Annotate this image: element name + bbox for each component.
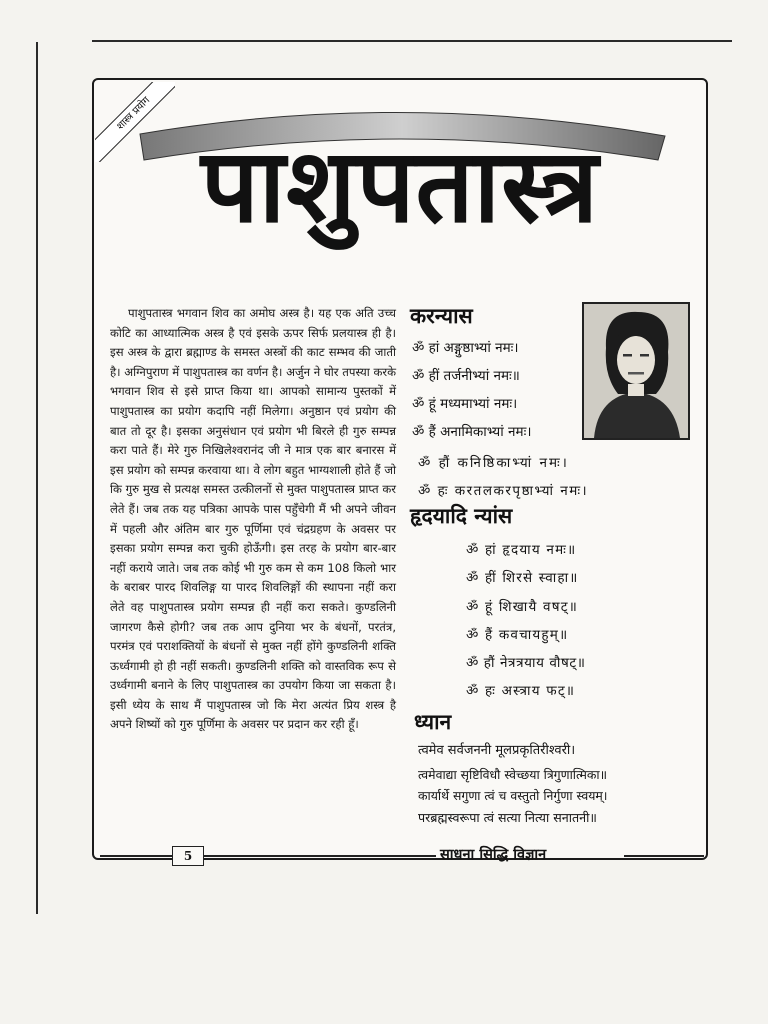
portrait-image	[584, 304, 688, 438]
dhyan-line: त्वमेव सर्वजननी मूलप्रकृतिरीश्वरी।	[418, 743, 576, 758]
page-number: 5	[172, 846, 204, 866]
footer-rule-right	[624, 855, 704, 857]
corner-tag-label: शास्त्र प्रयोग	[95, 82, 175, 162]
hridayadi-line: ॐ हः अस्त्राय फट्॥	[466, 683, 576, 699]
karanyas-line: ॐ हां अङ्गुष्ठाभ्यां नमः।	[412, 340, 519, 356]
hridayadi-line: ॐ हां हृदयाय नमः॥	[466, 542, 577, 558]
dhyan-line: कार्यार्थे सगुणा त्वं च वस्तुतो निर्गुणा स्वयम्।	[418, 788, 608, 803]
karanyas-line: ॐ हीं तर्जनीभ्यां नमः॥	[412, 368, 520, 384]
dhyan-heading: ध्यान	[414, 710, 452, 734]
karanyas-line: ॐ हः करतलकरपृष्ठाभ्यां नमः।	[418, 483, 589, 499]
karanyas-heading: करन्यास	[410, 304, 473, 328]
dhyan-line: त्वमेवाद्या सृष्टिविधौ स्वेच्छया त्रिगुणात्मिका॥	[418, 767, 608, 782]
magazine-name: साधना सिद्धि विज्ञान	[440, 847, 547, 863]
body-paragraph: पाशुपतास्त्र भगवान शिव का अमोघ अस्त्र है। यह एक अति उच्च कोटि का आध्यात्मिक अस्त्र है एवं इसके ऊपर सिर्फ प्रलयास्त्र ही है। इस अस्त्र के द्वारा ब्रह्माण्ड के समस्त अस्त्रों की काट सम्भव की जाती है। अग्निपुराण में पाशुपतास्त्र का वर्णन है। अर्जुन ने घोर तपस्या करके भगवान शिव से इसे प्राप्त किया था। आपको सामान्य पुस्तकों में पाशुपतास्त्र का प्रयोग कदापि नहीं मिलेगा। अनुष्ठान एवं प्रयोग की बात तो दूर है। इसका अनुसंधान एवं प्रयोग भी बिरले ही गुरु सम्पन्न करा पाते हैं। मेरे गुरु निखिलेश्वरानंद जी ने मात्र एक बार बनारस में इस प्रयोग को सम्पन्न करवाया था। वे लोग बहुत भाग्यशाली होते हैं जो कि गुरु मुख से प्रत्यक्ष समस्त उत्कीलनों से मुक्त पाशुपतास्त्र प्राप्त कर लेते हैं। जब तक यह पत्रिका आपके पास पहुँचेगी मैं भी अपने जीवन में पहली और अंतिम बार गुरु पूर्णिमा एवं चंद्रग्रहण के अवसर पर इसका प्रयोग सम्पन्न करा चुकी होऊँगी। इस तरह के प्रयोग बार-बार नहीं कराये जाते। जब तक कोई भी गुरु कम से कम 108 किलो भार के बराबर पारद शिवलिङ्ग या पारद शिवलिङ्गों की स्थापना नहीं करा लेते वह पाशुपतास्त्र प्रयोग सम्पन्न ही नहीं करा सकते। कुण्डलिनी जागरण कैसे होगी? जब तक आप दुनिया भर के बंधनों, परतंत्र, परमंत्र एवं पराशक्तियों के बंधनों से मुक्त नहीं होंगे कुण्डलिनी शक्ति ऊर्ध्वगामी हो ही नहीं सकती। कुण्डलिनी शक्ति को वास्तविक रूप से उर्ध्वगामी बनाने के लिए पाशुपतास्त्र का उपयोग किया जा सकता है। इसी ध्येय के साथ मैं पाशुपतास्त्र जो कि मेरा अत्यंत प्रिय शस्त्र है अपने शिष्यों को गुरु पूर्णिमा के अवसर पर प्रदान कर रही हूँ।	[110, 306, 396, 732]
article-body	[110, 304, 396, 735]
hridayadi-line: ॐ हीं शिरसे स्वाहा॥	[466, 570, 579, 586]
karanyas-line: ॐ हौं कनिष्ठिकाभ्यां नमः।	[418, 455, 569, 471]
hridayadi-line: ॐ हूं शिखायै वषट्॥	[466, 599, 578, 615]
hridayadi-line: ॐ हैं कवचायहुम्॥	[466, 627, 569, 643]
scan-left-margin-line	[36, 42, 38, 914]
scan-top-rule	[92, 40, 732, 42]
hridayadi-heading: हृदयादि न्यांस	[410, 504, 513, 528]
karanyas-line: ॐ हूं मध्यमाभ्यां नमः।	[412, 396, 518, 412]
karanyas-line: ॐ हैं अनामिकाभ्यां नमः।	[412, 424, 532, 440]
footer-rule-middle	[204, 855, 436, 857]
footer-rule-left	[100, 855, 172, 857]
article-title: पाशुपतास्त्र	[200, 127, 600, 246]
author-portrait	[582, 302, 690, 440]
dhyan-line: परब्रह्मस्वरूपा त्वं सत्या नित्या सनातनी॥	[418, 810, 597, 825]
hridayadi-line: ॐ हौं नेत्रत्रयाय वौषट्॥	[466, 655, 586, 671]
